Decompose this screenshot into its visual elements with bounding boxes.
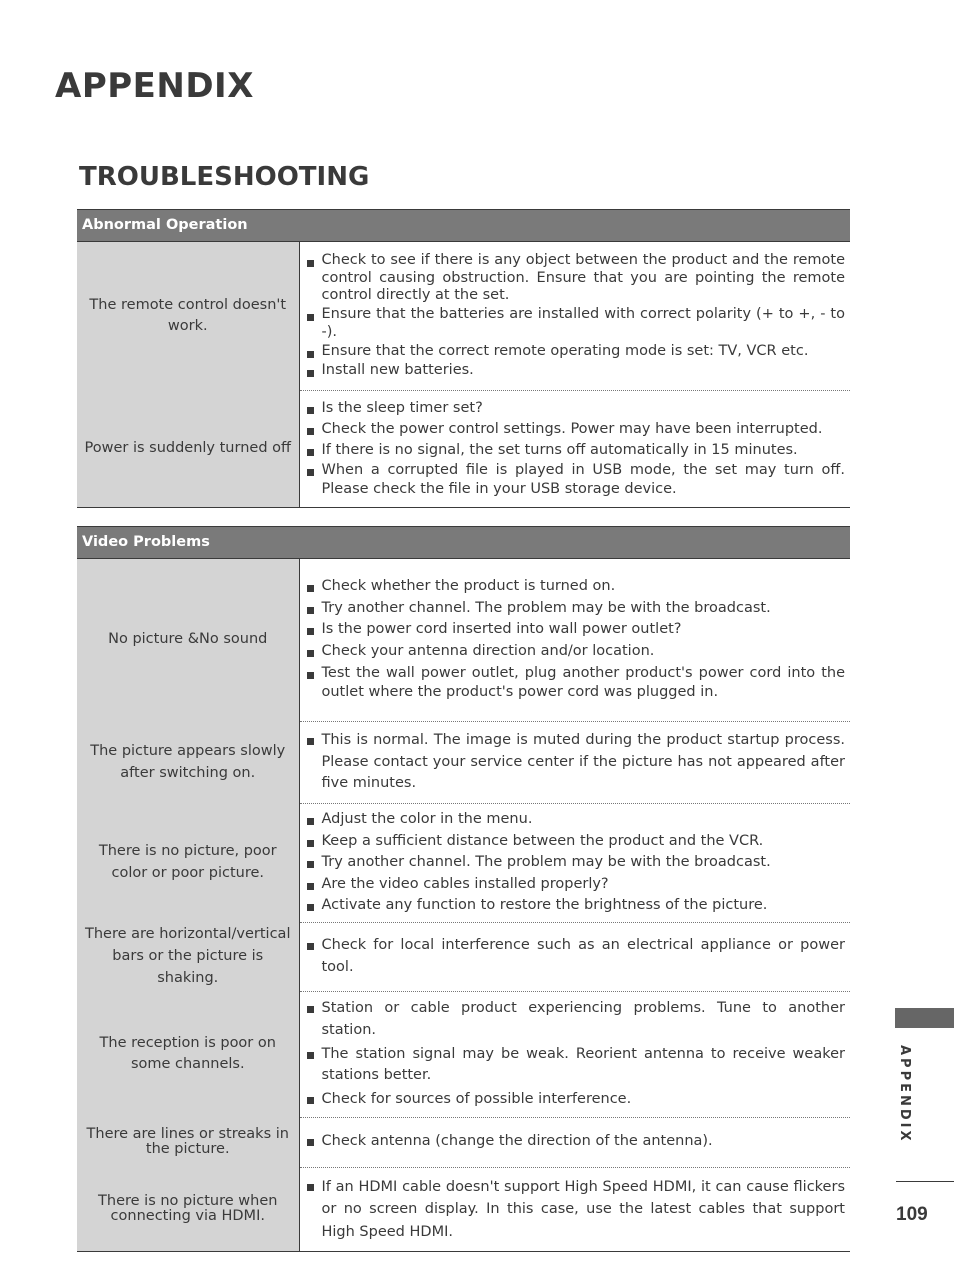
table-row [77, 804, 850, 923]
symptom-cell: The reception is poor on some channels. [77, 992, 299, 1118]
symptom-cell: There are horizontal/vertical bars or the picture is shaking. [77, 922, 299, 991]
list-item: Is the power cord inserted into wall power outlet? [306, 620, 846, 640]
list-item: Check for sources of possible interference. [306, 1089, 846, 1111]
symptom-cell: There is no picture when connecting via HDMI. [77, 1167, 299, 1251]
list-item: Try another channel. The problem may be with the broadcast. [306, 599, 846, 619]
list-item: Keep a sufficient distance between the product and the VCR. [306, 832, 846, 852]
symptom-cell: The remote control doesn't work. [77, 242, 299, 391]
table-row [77, 922, 850, 991]
list-item: Check for local interference such as an electrical appliance or power tool. [306, 935, 846, 979]
footer-divider [896, 1181, 954, 1182]
list-item: Check whether the product is turned on. [306, 577, 846, 597]
abnormal-operation-table [77, 209, 850, 508]
table-row [77, 559, 850, 722]
solution-cell [299, 922, 850, 991]
symptom-cell: The picture appears slowly after switching on. [77, 722, 299, 804]
list-item: Test the wall power outlet, plug another product's power cord into the outlet where the product's power cord was plugged in. [306, 664, 846, 703]
page-number: 109 [896, 1204, 928, 1225]
list-item: Check the power control settings. Power may have been interrupted. [306, 420, 846, 439]
list-item: Is the sleep timer set? [306, 399, 846, 418]
solution-cell [299, 1167, 850, 1251]
list-item: This is normal. The image is muted during the product startup process. Please contact your service center if the picture has not appeared after five minutes. [306, 730, 846, 795]
table-header: Abnormal Operation [77, 210, 850, 242]
list-item: The station signal may be weak. Reorient antenna to receive weaker stations better. [306, 1044, 846, 1088]
list-item: When a corrupted file is played in USB mode, the set may turn off. Please check the file in your USB storage device. [306, 461, 846, 499]
list-item: Try another channel. The problem may be with the broadcast. [306, 853, 846, 873]
solution-cell [299, 804, 850, 923]
list-item: Adjust the color in the menu. [306, 810, 846, 830]
table-row [77, 1167, 850, 1251]
list-item: Check antenna (change the direction of the antenna). [306, 1131, 846, 1153]
solution-cell [299, 559, 850, 722]
side-tab-marker [895, 1008, 954, 1028]
table-row [77, 722, 850, 804]
symptom-cell: There are lines or streaks in the picture. [77, 1117, 299, 1167]
solution-cell [299, 722, 850, 804]
list-item: If there is no signal, the set turns off automatically in 15 minutes. [306, 441, 846, 460]
list-item: Ensure that the correct remote operating mode is set: TV, VCR etc. [306, 343, 846, 360]
list-item: Ensure that the batteries are installed with correct polarity (+ to +, - to -). [306, 306, 846, 341]
list-item: Check your antenna direction and/or location. [306, 642, 846, 662]
page-title: APPENDIX [55, 66, 254, 106]
symptom-cell: No picture &No sound [77, 559, 299, 722]
section-title: TROUBLESHOOTING [79, 162, 370, 192]
list-item: Check to see if there is any object between the product and the remote control causing obstruction. Ensure that you are pointing the remote control directly at the set. [306, 252, 846, 304]
list-item: If an HDMI cable doesn't support High Speed HDMI, it can cause flickers or no screen display. In this case, use the latest cables that support High Speed HDMI. [306, 1176, 846, 1243]
table-header: Video Problems [77, 527, 850, 559]
table-row [77, 391, 850, 508]
table-row [77, 1117, 850, 1167]
symptom-cell: There is no picture, poor color or poor picture. [77, 804, 299, 923]
list-item: Station or cable product experiencing problems. Tune to another station. [306, 998, 846, 1042]
solution-cell [299, 242, 850, 391]
solution-cell [299, 1117, 850, 1167]
list-item: Activate any function to restore the brightness of the picture. [306, 896, 846, 916]
symptom-cell: Power is suddenly turned off [77, 391, 299, 508]
solution-cell [299, 391, 850, 508]
list-item: Are the video cables installed properly? [306, 875, 846, 895]
table-row [77, 992, 850, 1118]
side-tab-label: APPENDIX [897, 1045, 912, 1144]
table-row [77, 242, 850, 391]
video-problems-table [77, 526, 850, 1252]
solution-cell [299, 992, 850, 1118]
list-item: Install new batteries. [306, 362, 846, 379]
